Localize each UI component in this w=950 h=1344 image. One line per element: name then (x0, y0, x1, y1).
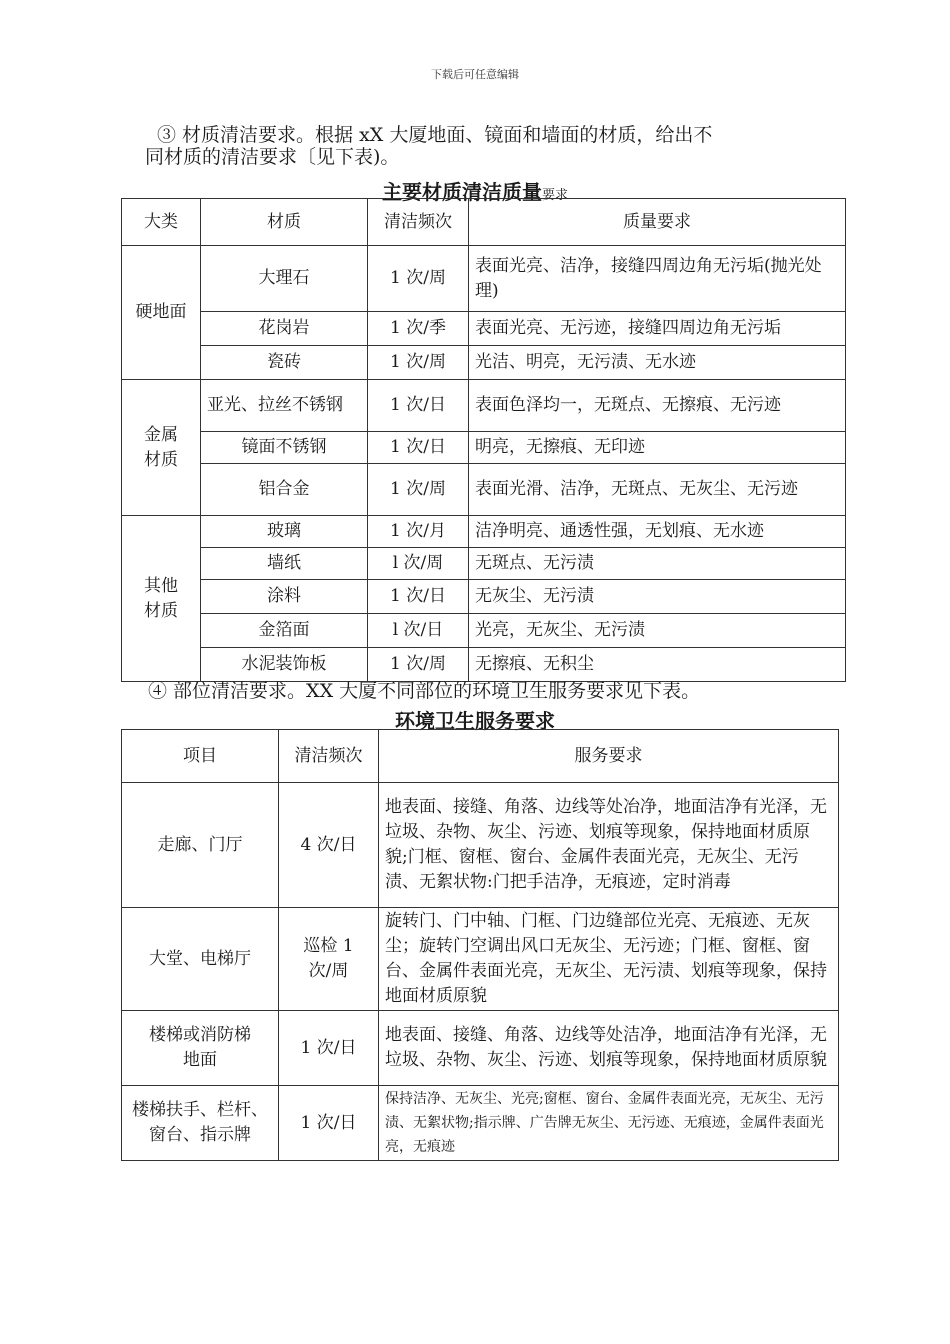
frequency-cell: 巡检 1 次/周 (279, 908, 379, 1011)
frequency-cell: 1 次/周 (368, 246, 469, 312)
header-cell: 项目 (122, 730, 279, 783)
requirement-cell: 表面光亮、洁净，接缝四周边角无污垢(抛光处理) (469, 246, 846, 312)
table-row (122, 614, 846, 648)
service-requirements-table (121, 729, 839, 1161)
table2-title: 环境卫生服务要求 (395, 709, 555, 733)
material-cell: 亚光、拉丝不锈钢 (201, 380, 368, 432)
frequency-cell: 1 次/周 (368, 464, 469, 516)
frequency-cell: l 次/周 (368, 548, 469, 580)
requirement-cell: 洁净明亮、通透性强，无划痕、无水迹 (469, 516, 846, 548)
table-row (122, 783, 839, 908)
page-header: 下载后可任意编辑 (431, 68, 519, 81)
requirement-cell: 表面光滑、洁净，无斑点、无灰尘、无污迹 (469, 464, 846, 516)
paragraph-material-requirements (145, 124, 825, 168)
material-cell: 金箔面 (201, 614, 368, 648)
material-cell: 水泥装饰板 (201, 648, 368, 682)
material-cleaning-table (121, 198, 846, 682)
item-cell: 楼梯或消防梯地面 (122, 1011, 279, 1086)
paragraph-line-2: 同材质的清洁要求〔见下表)。 (145, 146, 400, 168)
table-row (122, 516, 846, 548)
material-cell: 瓷砖 (201, 346, 368, 380)
frequency-cell: 1 次/周 (368, 346, 469, 380)
header-cell: 大类 (122, 199, 201, 246)
requirement-cell: 光亮，无灰尘、无污渍 (469, 614, 846, 648)
frequency-cell: 1 次/日 (279, 1086, 379, 1161)
requirement-cell: 无灰尘、无污渍 (469, 580, 846, 614)
paragraph-location-requirements: ④ 部位清洁要求。XX 大厦不同部位的环境卫生服务要求见下表。 (148, 680, 701, 702)
header-cell: 质量要求 (469, 199, 846, 246)
frequency-cell: 1 次/日 (279, 1011, 379, 1086)
requirement-cell: 无擦痕、无积尘 (469, 648, 846, 682)
requirement-cell: 光洁、明亮，无污渍、无水迹 (469, 346, 846, 380)
frequency-cell: 4 次/日 (279, 783, 379, 908)
frequency-cell: 1 次/季 (368, 312, 469, 346)
table-row (122, 380, 846, 432)
material-cell: 墙纸 (201, 548, 368, 580)
category-cell: 金属材质 (122, 380, 201, 516)
item-cell: 大堂、电梯厅 (122, 908, 279, 1011)
table-row (122, 548, 846, 580)
material-cell: 花岗岩 (201, 312, 368, 346)
table-row (122, 580, 846, 614)
material-cell: 玻璃 (201, 516, 368, 548)
frequency-cell: 1 次/日 (368, 380, 469, 432)
material-cell: 铝合金 (201, 464, 368, 516)
table-row (122, 908, 839, 1011)
requirement-cell: 无斑点、无污渍 (469, 548, 846, 580)
requirement-cell: 表面光亮、无污迹，接缝四周边角无污垢 (469, 312, 846, 346)
table-header-row (122, 730, 839, 783)
paragraph-line-1: ③ 材质清洁要求。根据 xX 大厦地面、镜面和墙面的材质，给出不 (157, 124, 713, 146)
table-row (122, 1011, 839, 1086)
requirement-cell: 地表面、接缝、角落、边线等处冶净，地面洁净有光泽，无垃圾、杂物、灰尘、污迹、划痕等现象，保持地面材质原貌;门框、窗框、窗台、金属件表面光亮，无灰尘、无污渍、无絮状物:门把手洁净，无痕迹，定时消毒 (379, 783, 839, 908)
requirement-cell: 明亮，无擦痕、无印迹 (469, 432, 846, 464)
requirement-cell: 地表面、接缝、角落、边线等处洁净，地面洁净有光泽，无垃圾、杂物、灰尘、污迹、划痕等现象，保持地面材质原貌 (379, 1011, 839, 1086)
category-cell: 硬地面 (122, 246, 201, 380)
frequency-cell: 1 次/周 (368, 648, 469, 682)
table1-title-suffix: 要求 (541, 188, 568, 203)
table-row (122, 312, 846, 346)
category-cell: 其他材质 (122, 516, 201, 682)
item-cell: 走廊、门厅 (122, 783, 279, 908)
frequency-cell: 1 次/月 (368, 516, 469, 548)
header-cell: 服务要求 (379, 730, 839, 783)
requirement-cell: 保持洁净、无灰尘、光亮;窗框、窗台、金属件表面光亮，无灰尘、无污渍、无絮状物;指示牌、广告牌无灰尘、无污迹、无痕迹，金属件表面光亮，无痕迹 (379, 1086, 839, 1161)
table-header-row (122, 199, 846, 246)
table-row (122, 432, 846, 464)
requirement-cell: 表面色泽均一，无斑点、无擦痕、无污迹 (469, 380, 846, 432)
material-cell: 镜面不锈钢 (201, 432, 368, 464)
table-row (122, 464, 846, 516)
table1-title-main: 主要材质清洁质量 (381, 180, 542, 204)
item-cell: 楼梯扶手、栏杆、窗台、指示牌 (122, 1086, 279, 1161)
material-cell: 涂料 (201, 580, 368, 614)
table-row (122, 346, 846, 380)
frequency-cell: l 次/日 (368, 614, 469, 648)
requirement-cell: 旋转门、门中轴、门框、门边缝部位光亮、无痕迹、无灰尘；旋转门空调出风口无灰尘、无污迹；门框、窗框、窗台、金属件表面光亮，无灰尘、无污渍、划痕等现象，保持地面材质原貌 (379, 908, 839, 1011)
header-cell: 材质 (201, 199, 368, 246)
material-cell: 大理石 (201, 246, 368, 312)
table-row (122, 648, 846, 682)
header-cell: 清洁频次 (368, 199, 469, 246)
header-cell: 清洁频次 (279, 730, 379, 783)
frequency-cell: 1 次/日 (368, 432, 469, 464)
frequency-cell: 1 次/日 (368, 580, 469, 614)
table-row (122, 1086, 839, 1161)
table-row (122, 246, 846, 312)
